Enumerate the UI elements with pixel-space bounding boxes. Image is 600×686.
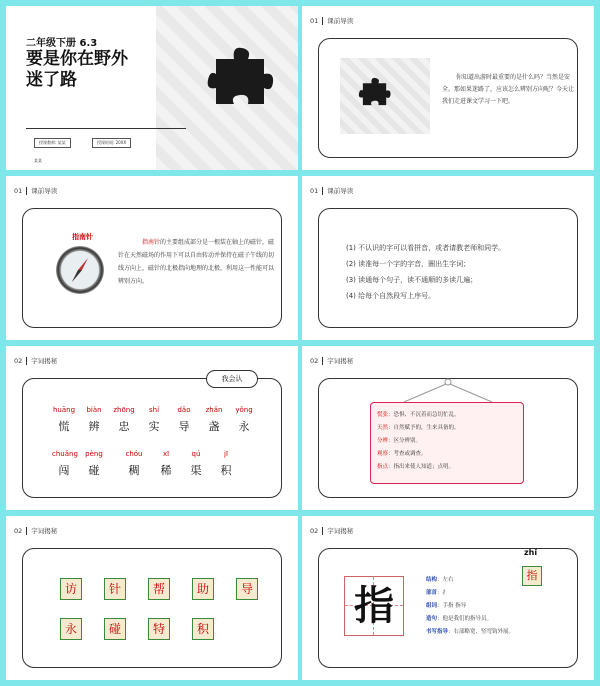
hanzi: 辨	[88, 420, 100, 433]
hanzi: 稠	[128, 464, 140, 477]
hanzi: 稀	[160, 464, 172, 477]
pinyin: chuǎng	[52, 450, 78, 458]
char-tile[interactable]: 永	[60, 618, 82, 640]
content-frame	[22, 378, 282, 498]
definition-item: 天然：自然赋予的，生来具备的。	[377, 425, 460, 431]
definition-item: 观察：考查或调查。	[377, 451, 427, 457]
teacher-tag: 授课教师: 某某	[34, 138, 71, 148]
lesson-title-line2: 迷了路	[26, 70, 77, 90]
hanzi: 积	[220, 464, 232, 477]
lesson-title-line1: 要是你在野外	[26, 49, 128, 69]
tips-list	[346, 240, 505, 304]
pinyin: biàn	[86, 406, 102, 414]
puzzle-piece-icon	[206, 44, 276, 114]
list-item: (2) 读准每一个字的字音，圈出生字词；	[346, 260, 471, 268]
slide-compass[interactable]	[6, 176, 298, 340]
definition-item: 慌张：恐惧、不沉着而急切忙乱。	[377, 412, 460, 418]
section-header: 01 课前导读	[14, 187, 58, 195]
puzzle-piece-icon	[358, 76, 392, 110]
pinyin: huāng	[52, 406, 76, 414]
pinyin: shí	[148, 406, 160, 414]
list-item: (1) 不认识的字可以看拼音，或者请教老师和同学。	[346, 244, 506, 252]
speech-bubble: 我会认	[206, 370, 258, 388]
list-item: (4) 给每个自然段写上序号。	[346, 292, 436, 300]
info-item: 组词：手指 指导	[426, 603, 467, 609]
slide-write-chars[interactable]	[6, 516, 298, 680]
pinyin: dǎo	[177, 406, 191, 414]
char-tile[interactable]: 帮	[148, 578, 170, 600]
pinyin: qú	[191, 450, 201, 458]
list-item: (3) 读通每个句子，读不通顺的多读几遍；	[346, 276, 478, 284]
char-tile[interactable]: 针	[104, 578, 126, 600]
pinyin: zhǐ	[524, 548, 538, 557]
footer-small: 某某	[34, 158, 42, 163]
info-item: 结构：左右	[426, 577, 454, 583]
section-header: 02 字词揭秘	[310, 357, 354, 365]
slide-cover[interactable]	[6, 6, 298, 170]
divider	[26, 128, 186, 129]
cover-title	[26, 34, 176, 91]
pinyin: jī	[224, 450, 228, 458]
pinyin: zhōng	[113, 406, 135, 414]
pinyin: zhǎn	[205, 406, 223, 414]
hanzi: 闯	[58, 464, 70, 477]
hanzi: 慌	[58, 420, 70, 433]
hanzi: 渠	[190, 464, 202, 477]
hanzi: 实	[148, 420, 160, 433]
grade-label: 二年级下册 6.3	[26, 38, 98, 49]
compass-label: 指南针	[72, 233, 93, 241]
intro-text: 你知道出游时最重要的是什么吗？当然是安全。那如果迷路了，应该怎么辨别方向呢？今天让我们走进课文学习一下吧。	[442, 74, 575, 105]
pinyin: pèng	[85, 450, 103, 458]
slide-recognize-chars[interactable]	[6, 346, 298, 510]
compass-description: 指南针的主要组成部分是一根装在轴上的磁针，磁针在天然磁场的作用下可以自由转动并保持在磁子午线的切线方向上，磁针的北极指向地理的北极，利用这一性能可以辨别方向。	[118, 239, 275, 285]
hanzi: 盏	[208, 420, 220, 433]
info-item: 书写指导：右部略宽，竖弯钩外展。	[426, 629, 515, 635]
slide-reading-tips[interactable]	[302, 176, 594, 340]
pinyin: chóu	[125, 450, 143, 458]
info-item: 部首：扌	[426, 590, 449, 596]
char-tile[interactable]: 特	[148, 618, 170, 640]
section-header: 02 字词揭秘	[14, 357, 58, 365]
content-frame	[22, 548, 282, 668]
pinyin: yǒng	[235, 406, 253, 414]
hanzi: 忠	[118, 420, 130, 433]
char-tile[interactable]: 访	[60, 578, 82, 600]
big-character: 指	[344, 576, 404, 636]
compass-icon	[56, 246, 104, 294]
hanzi: 导	[178, 420, 190, 433]
date-tag: 授课时间: 20XX	[92, 138, 131, 148]
char-tile[interactable]: 碰	[104, 618, 126, 640]
char-tile[interactable]: 导	[236, 578, 258, 600]
hanzi: 碰	[88, 464, 100, 477]
hanzi: 永	[238, 420, 250, 433]
section-header: 02 字词揭秘	[14, 527, 58, 535]
definitions-card	[370, 402, 524, 484]
slide-definitions[interactable]	[302, 346, 594, 510]
definition-item: 指点：指出来使人知道；点明。	[377, 464, 455, 470]
char-info	[426, 574, 514, 639]
hanger-icon	[398, 376, 498, 404]
section-header: 01 课前导读	[310, 17, 354, 25]
slide-char-detail[interactable]	[302, 516, 594, 680]
char-tile[interactable]: 积	[192, 618, 214, 640]
slide-intro[interactable]	[302, 6, 594, 170]
info-item: 造句：他是我们的指导员。	[426, 616, 493, 622]
definition-item: 分辨：区分辨别。	[377, 438, 422, 444]
section-header: 02 字词揭秘	[310, 527, 354, 535]
pinyin: xī	[162, 450, 170, 458]
char-tile[interactable]: 助	[192, 578, 214, 600]
section-header: 01 课前导读	[310, 187, 354, 195]
char-tile: 指	[522, 566, 542, 586]
